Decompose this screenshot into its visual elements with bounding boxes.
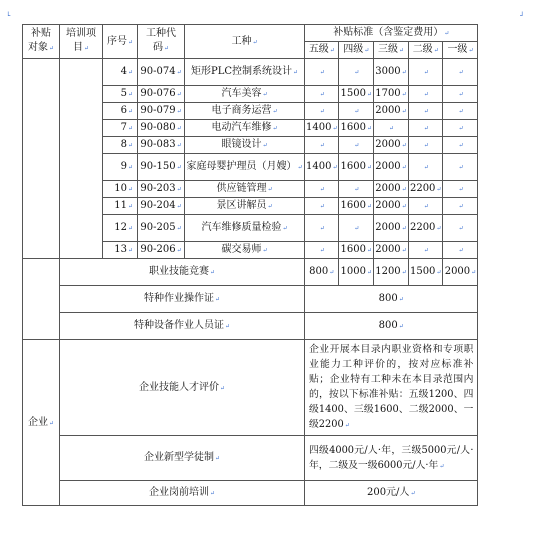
paragraph-mark: ↵	[262, 247, 268, 254]
paragraph-mark: ↵	[219, 384, 226, 392]
paragraph-mark: ↵	[401, 186, 407, 193]
paragraph-mark: ↵	[293, 69, 299, 76]
row-l5	[305, 59, 339, 86]
enterprise-prejob-label: 企业岗前培训↵	[60, 481, 305, 506]
paragraph-mark: ↵	[127, 108, 133, 115]
paragraph-mark: ↵	[127, 203, 133, 210]
competition-l3: 1200↵	[373, 259, 408, 286]
enterprise-talent-row	[23, 340, 478, 436]
enterprise-apprentice-value: 四级4000元/人·年，三级5000元/人·年，二级及一级6000元/人·年↵	[305, 436, 478, 481]
paragraph-mark: ↵	[354, 186, 360, 193]
row-trade: 碳交易师↵	[185, 242, 305, 259]
row-l4: 1600↵	[339, 198, 373, 215]
header-level-1: 一级↵	[443, 42, 478, 59]
paragraph-mark: ↵	[319, 69, 325, 76]
paragraph-mark: ↵	[423, 142, 429, 149]
row-l3	[373, 120, 408, 137]
paragraph-mark: ↵	[224, 323, 231, 330]
special-op-value: 800↵	[305, 286, 478, 313]
row-l5	[305, 181, 339, 198]
paragraph-mark: ↵	[458, 125, 464, 132]
paragraph-mark: ↵	[439, 462, 445, 470]
row-l4	[339, 59, 373, 86]
row-l3: 2000↵	[373, 198, 408, 215]
corner-mark-top-right: ┘	[520, 12, 525, 20]
paragraph-mark: ↵	[329, 269, 335, 276]
special-op-label: 特种作业操作证↵	[60, 286, 305, 313]
paragraph-mark: ↵	[332, 164, 338, 171]
row-l1	[443, 198, 478, 215]
paragraph-mark: ↵	[423, 164, 429, 171]
special-equipment-row	[23, 313, 478, 340]
header-level-3: 三级↵	[373, 42, 408, 59]
header-training-item: 培训项目↵	[60, 25, 103, 59]
paragraph-mark: ↵	[458, 203, 464, 210]
row-l4: 1600↵	[339, 120, 373, 137]
training-item-cell	[60, 59, 103, 259]
row-l2	[408, 137, 442, 154]
paragraph-mark: ↵	[354, 69, 360, 76]
row-trade: 汽车维修质量检验↵	[185, 215, 305, 242]
competition-l4: 1000↵	[339, 259, 373, 286]
row-l1	[443, 137, 478, 154]
header-level-4: 四级↵	[339, 42, 373, 59]
row-l5	[305, 86, 339, 103]
competition-l5: 800↵	[305, 259, 339, 286]
paragraph-mark: ↵	[209, 490, 216, 497]
row-seq: 9↵	[103, 154, 138, 181]
paragraph-mark: ↵	[398, 323, 404, 330]
row-seq: 12↵	[103, 215, 138, 242]
row-l3: 2000↵	[373, 181, 408, 198]
special-equipment-label: 特种设备作业人员证↵	[60, 313, 305, 340]
paragraph-mark: ↵	[176, 91, 182, 98]
paragraph-mark: ↵	[176, 142, 182, 149]
row-seq: 8↵	[103, 137, 138, 154]
corner-mark-top-left: └	[6, 12, 11, 20]
row-code: 90-074↵	[138, 59, 185, 86]
row-seq: 13↵	[103, 242, 138, 259]
row-trade: 矩形PLC控制系统设计↵	[185, 59, 305, 86]
paragraph-mark: ↵	[458, 142, 464, 149]
paragraph-mark: ↵	[176, 203, 182, 210]
row-trade: 电子商务运营↵	[185, 103, 305, 120]
row-l5	[305, 198, 339, 215]
paragraph-mark: ↵	[267, 203, 273, 210]
paragraph-mark: ↵	[319, 142, 325, 149]
row-l3: 2000↵	[373, 215, 408, 242]
paragraph-mark: ↵	[176, 225, 182, 232]
paragraph-mark: ↵	[214, 296, 221, 303]
paragraph-mark: ↵	[319, 91, 325, 98]
paragraph-mark: ↵	[458, 69, 464, 76]
paragraph-mark: ↵	[458, 186, 464, 193]
enterprise-apprentice-row	[23, 436, 478, 481]
paragraph-mark: ↵	[176, 108, 182, 115]
paragraph-mark: ↵	[401, 91, 407, 98]
paragraph-mark: ↵	[127, 247, 133, 254]
row-l1	[443, 120, 478, 137]
paragraph-mark: ↵	[423, 69, 429, 76]
paragraph-mark: ↵	[272, 125, 278, 132]
enterprise-talent-label: 企业技能人才评价↵	[60, 340, 305, 436]
header-level-5: 五级↵	[305, 42, 339, 59]
row-l1	[443, 103, 478, 120]
paragraph-mark: ↵	[366, 269, 372, 276]
row-code: 90-083↵	[138, 137, 185, 154]
header-seq: 序号↵	[103, 25, 138, 59]
paragraph-mark: ↵	[262, 142, 268, 149]
paragraph-mark: ↵	[436, 186, 442, 193]
row-code: 90-150↵	[138, 154, 185, 181]
row-l4	[339, 103, 373, 120]
paragraph-mark: ↵	[401, 108, 407, 115]
paragraph-mark: ↵	[127, 164, 133, 171]
row-l1	[443, 86, 478, 103]
paragraph-mark: ↵	[366, 203, 372, 210]
paragraph-mark: ↵	[458, 108, 464, 115]
row-l1	[443, 154, 478, 181]
enterprise-target: 企业↵	[23, 340, 60, 506]
competition-l1: 2000↵	[443, 259, 478, 286]
enterprise-prejob-row	[23, 481, 478, 506]
paragraph-mark: ↵	[176, 69, 182, 76]
paragraph-mark: ↵	[127, 225, 133, 232]
paragraph-mark: ↵	[436, 225, 442, 232]
paragraph-mark: ↵	[127, 91, 133, 98]
row-seq: 4↵	[103, 59, 138, 86]
paragraph-mark: ↵	[354, 142, 360, 149]
row-l2	[408, 103, 442, 120]
paragraph-mark: ↵	[354, 225, 360, 232]
special-equipment-value: 800↵	[305, 313, 478, 340]
header-subsidy-target: 补贴对象↵	[23, 25, 60, 59]
paragraph-mark: ↵	[48, 419, 55, 427]
row-l1	[443, 181, 478, 198]
paragraph-mark: ↵	[209, 269, 216, 276]
subsidy-table	[22, 24, 478, 506]
row-l5	[305, 103, 339, 120]
paragraph-mark: ↵	[176, 186, 182, 193]
row-l3: 1700↵	[373, 86, 408, 103]
paragraph-mark: ↵	[214, 455, 221, 462]
row-l2	[408, 154, 442, 181]
paragraph-mark: ↵	[388, 125, 394, 132]
paragraph-mark: ↵	[366, 91, 372, 98]
paragraph-mark: ↵	[127, 186, 133, 193]
paragraph-mark: ↵	[319, 108, 325, 115]
enterprise-apprentice-label: 企业新型学徒制↵	[60, 436, 305, 481]
paragraph-mark: ↵	[176, 164, 182, 171]
paragraph-mark: ↵	[282, 225, 288, 232]
paragraph-mark: ↵	[127, 69, 133, 76]
special-op-row	[23, 286, 478, 313]
row-seq: 11↵	[103, 198, 138, 215]
row-code: 90-203↵	[138, 181, 185, 198]
paragraph-mark: ↵	[319, 225, 325, 232]
paragraph-mark: ↵	[354, 108, 360, 115]
row-l4	[339, 215, 373, 242]
paragraph-mark: ↵	[366, 125, 372, 132]
paragraph-mark: ↵	[423, 125, 429, 132]
row-l3: 3000↵	[373, 59, 408, 86]
row-code: 90-080↵	[138, 120, 185, 137]
row-l5	[305, 242, 339, 259]
row-l3: 2000↵	[373, 137, 408, 154]
paragraph-mark: ↵	[332, 125, 338, 132]
row-l2: 2200↵	[408, 215, 442, 242]
paragraph-mark: ↵	[401, 69, 407, 76]
table-row	[23, 59, 478, 86]
row-l4	[339, 181, 373, 198]
row-l3: 2000↵	[373, 103, 408, 120]
competition-label: 职业技能竞赛↵	[60, 259, 305, 286]
row-l5: 1400↵	[305, 154, 339, 181]
row-l5	[305, 137, 339, 154]
row-l4: 1600↵	[339, 154, 373, 181]
paragraph-mark: ↵	[366, 247, 372, 254]
competition-row	[23, 259, 478, 286]
paragraph-mark: ↵	[267, 186, 273, 193]
row-l2	[408, 120, 442, 137]
row-l1	[443, 242, 478, 259]
header-trade: 工种↵	[185, 25, 305, 59]
header-standard: 补贴标准（含鉴定费用）↵	[305, 25, 478, 42]
row-l2	[408, 242, 442, 259]
paragraph-mark: ↵	[458, 91, 464, 98]
subsidy-target-cell	[23, 59, 60, 259]
paragraph-mark: ↵	[458, 225, 464, 232]
paragraph-mark: ↵	[410, 490, 416, 497]
row-seq: 7↵	[103, 120, 138, 137]
row-seq: 10↵	[103, 181, 138, 198]
row-l4	[339, 137, 373, 154]
row-trade: 眼镜设计↵	[185, 137, 305, 154]
row-l5	[305, 215, 339, 242]
paragraph-mark: ↵	[401, 203, 407, 210]
row-seq: 5↵	[103, 86, 138, 103]
row-code: 90-079↵	[138, 103, 185, 120]
paragraph-mark: ↵	[436, 269, 442, 276]
row-l4: 1600↵	[339, 242, 373, 259]
header-code: 工种代码↵	[138, 25, 185, 59]
paragraph-mark: ↵	[401, 269, 407, 276]
paragraph-mark: ↵	[423, 247, 429, 254]
header-level-2: 二级↵	[408, 42, 442, 59]
row-trade: 家庭母婴护理员（月嫂）↵	[185, 154, 305, 181]
row-code: 90-206↵	[138, 242, 185, 259]
row-l2: 2200↵	[408, 181, 442, 198]
paragraph-mark: ↵	[423, 203, 429, 210]
paragraph-mark: ↵	[176, 247, 182, 254]
row-trade: 电动汽车维修↵	[185, 120, 305, 137]
paragraph-mark: ↵	[458, 247, 464, 254]
paragraph-mark: ↵	[319, 203, 325, 210]
paragraph-mark: ↵	[423, 108, 429, 115]
row-l2	[408, 198, 442, 215]
row-l2	[408, 59, 442, 86]
paragraph-mark: ↵	[176, 125, 182, 132]
row-l3: 2000↵	[373, 242, 408, 259]
row-l2	[408, 86, 442, 103]
row-trade: 供应链管理↵	[185, 181, 305, 198]
row-code: 90-205↵	[138, 215, 185, 242]
paragraph-mark: ↵	[127, 125, 133, 132]
paragraph-mark: ↵	[366, 164, 372, 171]
row-l1	[443, 59, 478, 86]
paragraph-mark: ↵	[398, 296, 404, 303]
row-l1	[443, 215, 478, 242]
paragraph-mark: ↵	[319, 247, 325, 254]
subsidy-target-cell	[23, 259, 60, 340]
paragraph-mark: ↵	[401, 247, 407, 254]
paragraph-mark: ↵	[297, 164, 303, 171]
paragraph-mark: ↵	[458, 164, 464, 171]
row-l4: 1500↵	[339, 86, 373, 103]
enterprise-prejob-value: 200元/人↵	[305, 481, 478, 506]
paragraph-mark: ↵	[272, 108, 278, 115]
enterprise-talent-value: 企业开展本目录内职业资格和专项职业能力工种评价的，按对应标准补贴；企业特有工种未在本目录范围内的，按以下标准补贴：五级1200、四级1400、三级1600、二级2000、一级2200↵	[305, 340, 478, 436]
row-l5: 1400↵	[305, 120, 339, 137]
paragraph-mark: ↵	[319, 186, 325, 193]
paragraph-mark: ↵	[471, 269, 477, 276]
row-code: 90-204↵	[138, 198, 185, 215]
paragraph-mark: ↵	[262, 91, 268, 98]
competition-l2: 1500↵	[408, 259, 442, 286]
paragraph-mark: ↵	[423, 91, 429, 98]
paragraph-mark: ↵	[344, 422, 350, 429]
row-trade: 汽车美容↵	[185, 86, 305, 103]
row-seq: 6↵	[103, 103, 138, 120]
paragraph-mark: ↵	[127, 142, 133, 149]
paragraph-mark: ↵	[401, 142, 407, 149]
row-trade: 景区讲解员↵	[185, 198, 305, 215]
row-l3: 2000↵	[373, 154, 408, 181]
paragraph-mark: ↵	[401, 164, 407, 171]
paragraph-mark: ↵	[401, 225, 407, 232]
row-code: 90-076↵	[138, 86, 185, 103]
